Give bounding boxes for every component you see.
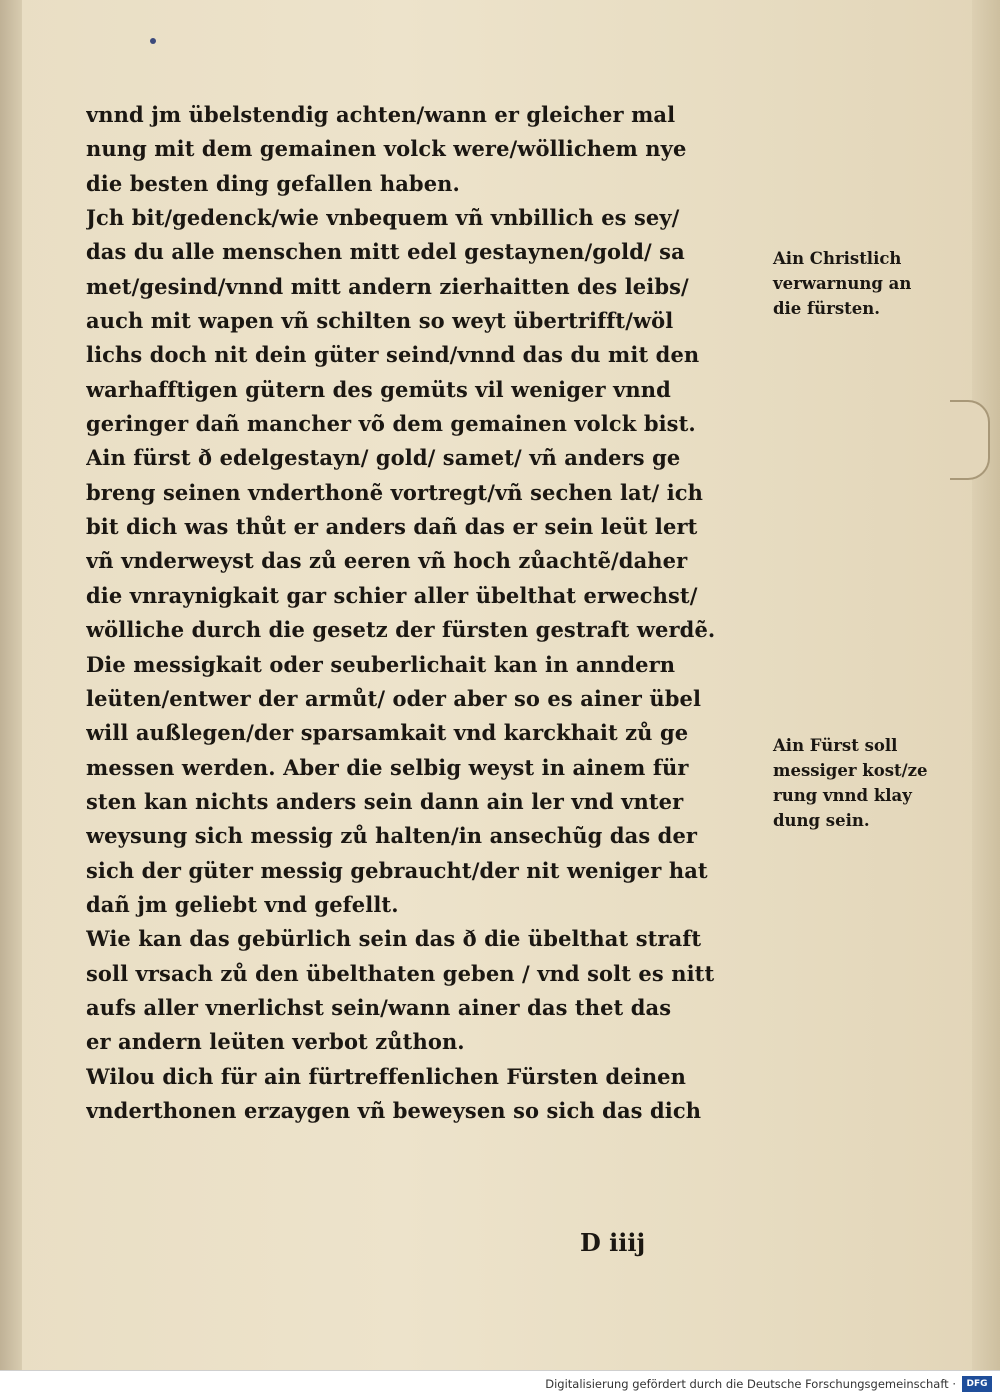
margin-note-christian-warning xyxy=(773,246,958,321)
margin-note-moderate-prince xyxy=(773,733,958,833)
text-line: weysung sich messig zů halten/in ansechũg das der xyxy=(86,823,698,849)
text-line: aufs aller vnerlichst sein/wann ainer das thet das xyxy=(86,994,672,1020)
text-line: geringer dañ mancher võ dem gemainen volck bist. xyxy=(86,411,696,437)
text-line: leüten/entwer der armůt/ oder aber so es ainer übel xyxy=(86,685,702,711)
footer-bar xyxy=(0,1370,1000,1398)
text-line: lichs doch nit dein güter seind/vnnd das du mit den xyxy=(86,342,700,368)
margin-note-line: Ain Fürst soll xyxy=(773,736,898,755)
margin-note-line: messiger kost/ze xyxy=(773,761,928,780)
margin-note-line: rung vnnd klay xyxy=(773,786,912,805)
text-line: breng seinen vnderthonẽ vortregt/vñ sechen lat/ ich xyxy=(86,479,704,505)
margin-note-line: verwarnung an xyxy=(773,274,912,293)
text-line: das du alle menschen mitt edel gestaynen/gold/ sa xyxy=(86,239,685,265)
margin-note-line: Ain Christlich xyxy=(773,249,902,268)
text-line: warhafftigen gütern des gemüts vil weniger vnnd xyxy=(86,376,671,402)
text-line: vnnd jm übelstendig achten/wann er gleicher mal xyxy=(86,102,676,127)
show-through-top xyxy=(770,92,970,172)
ink-dot xyxy=(150,38,156,44)
text-line: Wie kan das gebürlich sein das ð die übelthat straft xyxy=(86,926,702,952)
text-line: Ain fürst ð edelgestayn/ gold/ samet/ vñ anders ge xyxy=(86,445,681,471)
text-line: sten kan nichts anders sein dann ain ler vnd vnter xyxy=(86,788,684,814)
text-line: will außlegen/der sparsamkait vnd karckhait zů ge xyxy=(86,720,689,746)
text-line: dañ jm geliebt vnd gefellt. xyxy=(86,891,399,917)
text-line: Wilou dich für ain fürtreffenlichen Fürsten deinen xyxy=(86,1063,687,1089)
margin-note-line: die fürsten. xyxy=(773,299,880,318)
book-gutter xyxy=(0,0,22,1370)
text-line: bit dich was thůt er anders dañ das er sein leüt lert xyxy=(86,514,698,540)
text-line: messen werden. Aber die selbig weyst in ainem für xyxy=(86,754,689,780)
text-line: die vnraynigkait gar schier aller übelthat erwechst/ xyxy=(86,582,698,608)
text-line: die besten ding gefallen haben. xyxy=(86,170,460,196)
margin-note-line: dung sein. xyxy=(773,811,870,830)
text-line: soll vrsach zů den übelthaten geben / vnd solt es nitt xyxy=(86,960,715,986)
text-line: nung mit dem gemainen volck were/wöllichem nye xyxy=(86,136,687,162)
page-tab-marker xyxy=(950,400,990,480)
text-line: sich der güter messig gebraucht/der nit weniger hat xyxy=(86,857,708,883)
text-line: wölliche durch die gesetz der fürsten gestraft werdẽ. xyxy=(86,617,716,643)
text-line: er andern leüten verbot zůthon. xyxy=(86,1029,465,1055)
text-line: Jch bit/gedenck/wie vnbequem vñ vnbillich es sey/ xyxy=(86,205,680,231)
text-line: vñ vnderweyst das zů eeren vñ hoch zůachtẽ/daher xyxy=(86,548,688,574)
text-line: Die messigkait oder seuberlichait kan in anndern xyxy=(86,651,676,677)
text-line: met/gesind/vnnd mitt andern zierhaitten des leibs/ xyxy=(86,273,689,299)
text-line: auch mit wapen vñ schilten so weyt übertrifft/wöl xyxy=(86,308,674,334)
body-text xyxy=(86,98,776,1128)
signature-mark: D iiij xyxy=(580,1228,646,1257)
page-edge xyxy=(972,0,1000,1370)
footer-credit: Digitalisierung gefördert durch die Deutsche Forschungsgemeinschaft · xyxy=(545,1377,956,1391)
dfg-logo: DFG xyxy=(962,1376,992,1392)
text-line: vnderthonen erzaygen vñ beweysen so sich das dich xyxy=(86,1097,702,1123)
